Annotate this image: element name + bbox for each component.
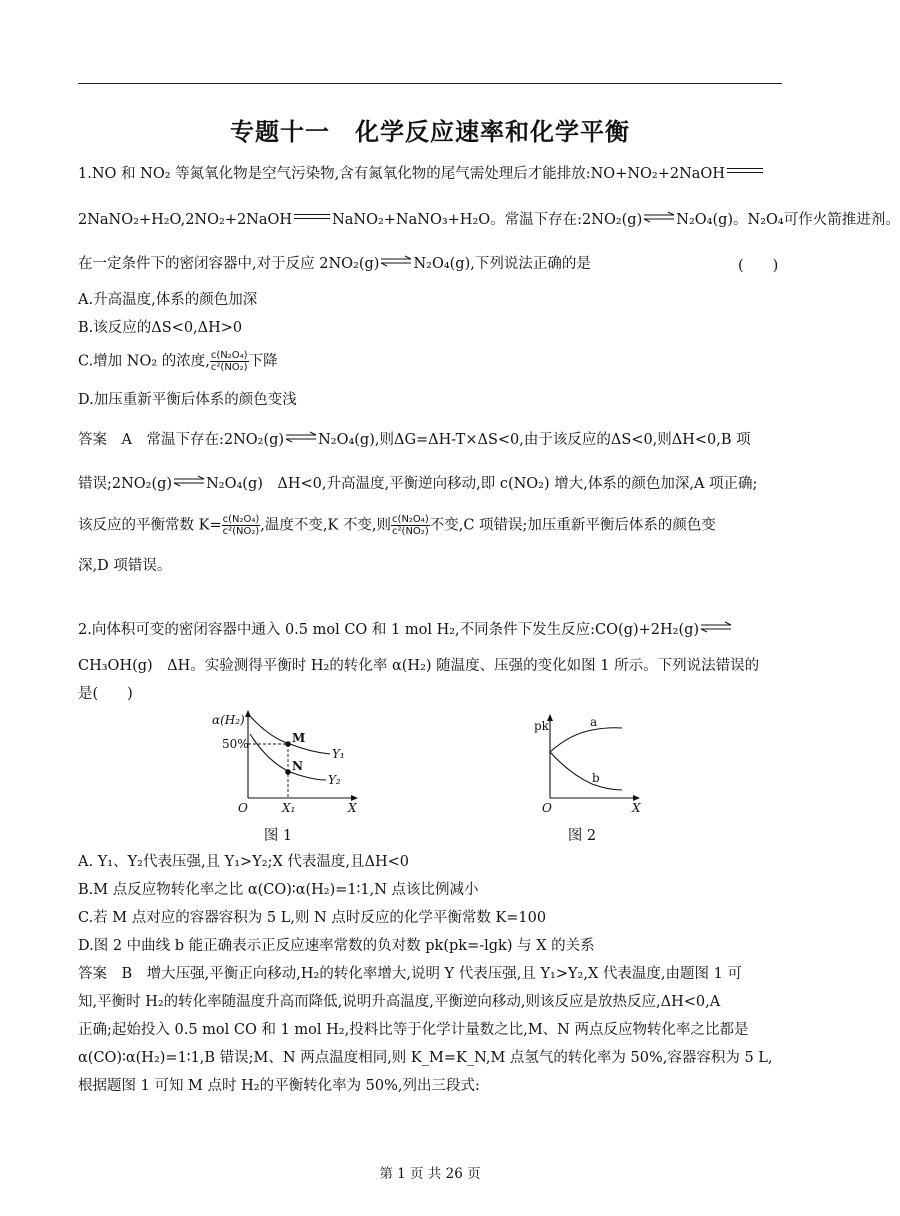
q1-answer-line-4: 深,D 项错误。: [78, 558, 172, 574]
fig1-tick-x1: X₁: [282, 801, 296, 815]
q2-line-1: [78, 620, 782, 640]
q1-text-3a: 在一定条件下的密闭容器中,对于反应 2NO₂(g): [78, 256, 380, 272]
fraction-numerator: c(N₂O₄): [210, 350, 248, 361]
q2-option-c: C.若 M 点对应的容器容积为 5 L,则 N 点时反应的化学平衡常数 K=100: [78, 910, 547, 926]
q1-answer-paren: ( ): [738, 258, 779, 274]
q1-text-1: 1.NO 和 NO₂ 等氮氧化物是空气污染物,含有氮氧化物的尾气需处理后才能排放:NO+NO₂+2NaOH: [78, 166, 725, 182]
reversible-arrow-icon: [381, 256, 411, 266]
fig1-ylabel: α(H₂): [212, 713, 245, 727]
q1-ans-2b: N₂O₄(g) ΔH<0,升高温度,平衡逆向移动,即 c(NO₂) 增大,体系的颜色加深,A 项正确;: [206, 476, 758, 492]
q1-text-3b: N₂O₄(g),下列说法正确的是: [413, 256, 591, 272]
q1-option-c-tail: 下降: [248, 353, 278, 370]
fig1-caption: 图 1: [263, 828, 293, 844]
q1-option-a: A.升高温度,体系的颜色加深: [78, 292, 258, 308]
fraction-numerator: c(N₂O₄): [222, 514, 260, 525]
fig1-label-y1: Y₁: [332, 747, 345, 761]
reversible-arrow-icon: [644, 212, 674, 222]
q1-option-d: D.加压重新平衡后体系的颜色变浅: [78, 392, 297, 408]
fraction: [222, 514, 261, 537]
fig2-curve-a: [550, 728, 622, 752]
q1-line-2: [78, 210, 900, 230]
q2-line-3: 是( ): [78, 686, 133, 702]
fig2-xlabel: X: [632, 801, 641, 815]
reversible-arrow-icon: [286, 432, 316, 442]
page-title: 专题十一 化学反应速率和化学平衡: [230, 118, 630, 146]
figure-2: [530, 712, 650, 818]
fig2-origin: O: [542, 801, 552, 815]
q1-ans-3c: 不变,C 项错误;加压重新平衡后体系的颜色变: [429, 517, 716, 534]
fig1-label-m: M: [292, 731, 306, 745]
fig1-label-n: N: [292, 759, 303, 773]
q2-option-d: D.图 2 中曲线 b 能正确表示正反应速率常数的负对数 pk(pk=-lgk) 与 X 的关系: [78, 938, 595, 954]
fig1-point-n: [285, 769, 291, 775]
q1-ans-3b: ,温度不变,K 不变,则: [260, 517, 392, 534]
q1-option-c-text: C.增加 NO₂ 的浓度,: [78, 353, 210, 370]
equals-arrow-icon: [727, 167, 763, 175]
q1-ans-2a: 错误;2NO₂(g): [78, 476, 173, 492]
q1-line-3: [78, 254, 782, 274]
q2-option-a: A. Y₁、Y₂代表压强,且 Y₁>Y₂;X 代表温度,且ΔH<0: [78, 854, 410, 870]
fig2-caption: 图 2: [567, 828, 597, 844]
fig2-curve-b: [550, 752, 622, 790]
q2-answer-line-2: 知,平衡时 H₂的转化率随温度升高而降低,说明升高温度,平衡逆向移动,则该反应是放热反应,ΔH<0,A: [78, 994, 721, 1010]
fig1-xlabel: X: [348, 801, 357, 815]
fraction-denominator: c²(NO₂): [392, 526, 429, 537]
q1-text-2a: 2NaNO₂+H₂O,2NO₂+2NaOH: [78, 212, 293, 228]
q1-answer-line-2: [78, 474, 782, 494]
q1-answer-line-3: [78, 514, 782, 537]
fraction-denominator: c²(NO₂): [210, 362, 248, 373]
reversible-arrow-icon: [174, 476, 204, 486]
q2-answer-line-3: 正确;起始投入 0.5 mol CO 和 1 mol H₂,投料比等于化学计量数之比,M、N 两点反应物转化率之比都是: [78, 1022, 749, 1038]
q2-answer-line-5: 根据题图 1 可知 M 点时 H₂的平衡转化率为 50%,列出三段式:: [78, 1078, 480, 1094]
fraction: [391, 514, 430, 537]
q1-text-2c: N₂O₄(g)。N₂O₄可作火箭推进剂。: [676, 212, 900, 228]
fig1-origin: O: [238, 801, 248, 815]
fig1-label-y2: Y₂: [328, 773, 341, 787]
q1-option-b: B.该反应的ΔS<0,ΔH>0: [78, 320, 243, 336]
fig2-label-b: b: [592, 771, 600, 785]
fig2-ylabel: pk: [534, 719, 549, 733]
page-footer: 第 1 页 共 26 页: [379, 1166, 481, 1182]
q2-option-b: B.M 点反应物转化率之比 α(CO)∶α(H₂)=1∶1,N 点该比例减小: [78, 882, 479, 898]
fig2-label-a: a: [590, 715, 598, 729]
q1-answer-line-1: [78, 430, 782, 450]
fraction-numerator: c(N₂O₄): [392, 514, 429, 525]
fig1-curve-y1: [250, 716, 330, 754]
header-rule: [78, 83, 782, 84]
reversible-arrow-icon: [701, 622, 731, 632]
q2-text-1: 2.向体积可变的密闭容器中通入 0.5 mol CO 和 1 mol H₂,不同条件下发生反应:CO(g)+2H₂(g): [78, 622, 700, 638]
figure-1: [208, 708, 368, 818]
equals-arrow-icon: [294, 213, 330, 221]
q1-option-c: [78, 350, 782, 373]
q1-ans-1b: N₂O₄(g),则ΔG=ΔH-T×ΔS<0,由于该反应的ΔS<0,则ΔH<0,B 项: [318, 432, 751, 448]
fig1-point-m: [285, 741, 291, 747]
q2-answer-line-4: α(CO)∶α(H₂)=1∶1,B 错误;M、N 两点温度相同,则 K_M=K_N,M 点氢气的转化率为 50%,容器容积为 5 L,: [78, 1050, 773, 1066]
q1-ans-1a: 答案 A 常温下存在:2NO₂(g): [78, 432, 285, 448]
q2-line-2: CH₃OH(g) ΔH。实验测得平衡时 H₂的转化率 α(H₂) 随温度、压强的变化如图 1 所示。下列说法错误的: [78, 658, 760, 674]
fig1-tick-50: 50%: [222, 737, 249, 751]
fraction: [210, 350, 249, 373]
q2-answer-line-1: 答案 B 增大压强,平衡正向移动,H₂的转化率增大,说明 Y 代表压强,且 Y₁>Y₂,X 代表温度,由题图 1 可: [78, 966, 742, 982]
q1-text-2b: NaNO₂+NaNO₃+H₂O。常温下存在:2NO₂(g): [332, 212, 643, 228]
q1-line-1: [78, 164, 782, 184]
q1-ans-3a: 该反应的平衡常数 K=: [78, 517, 222, 534]
fraction-denominator: c²(NO₂): [222, 526, 260, 537]
